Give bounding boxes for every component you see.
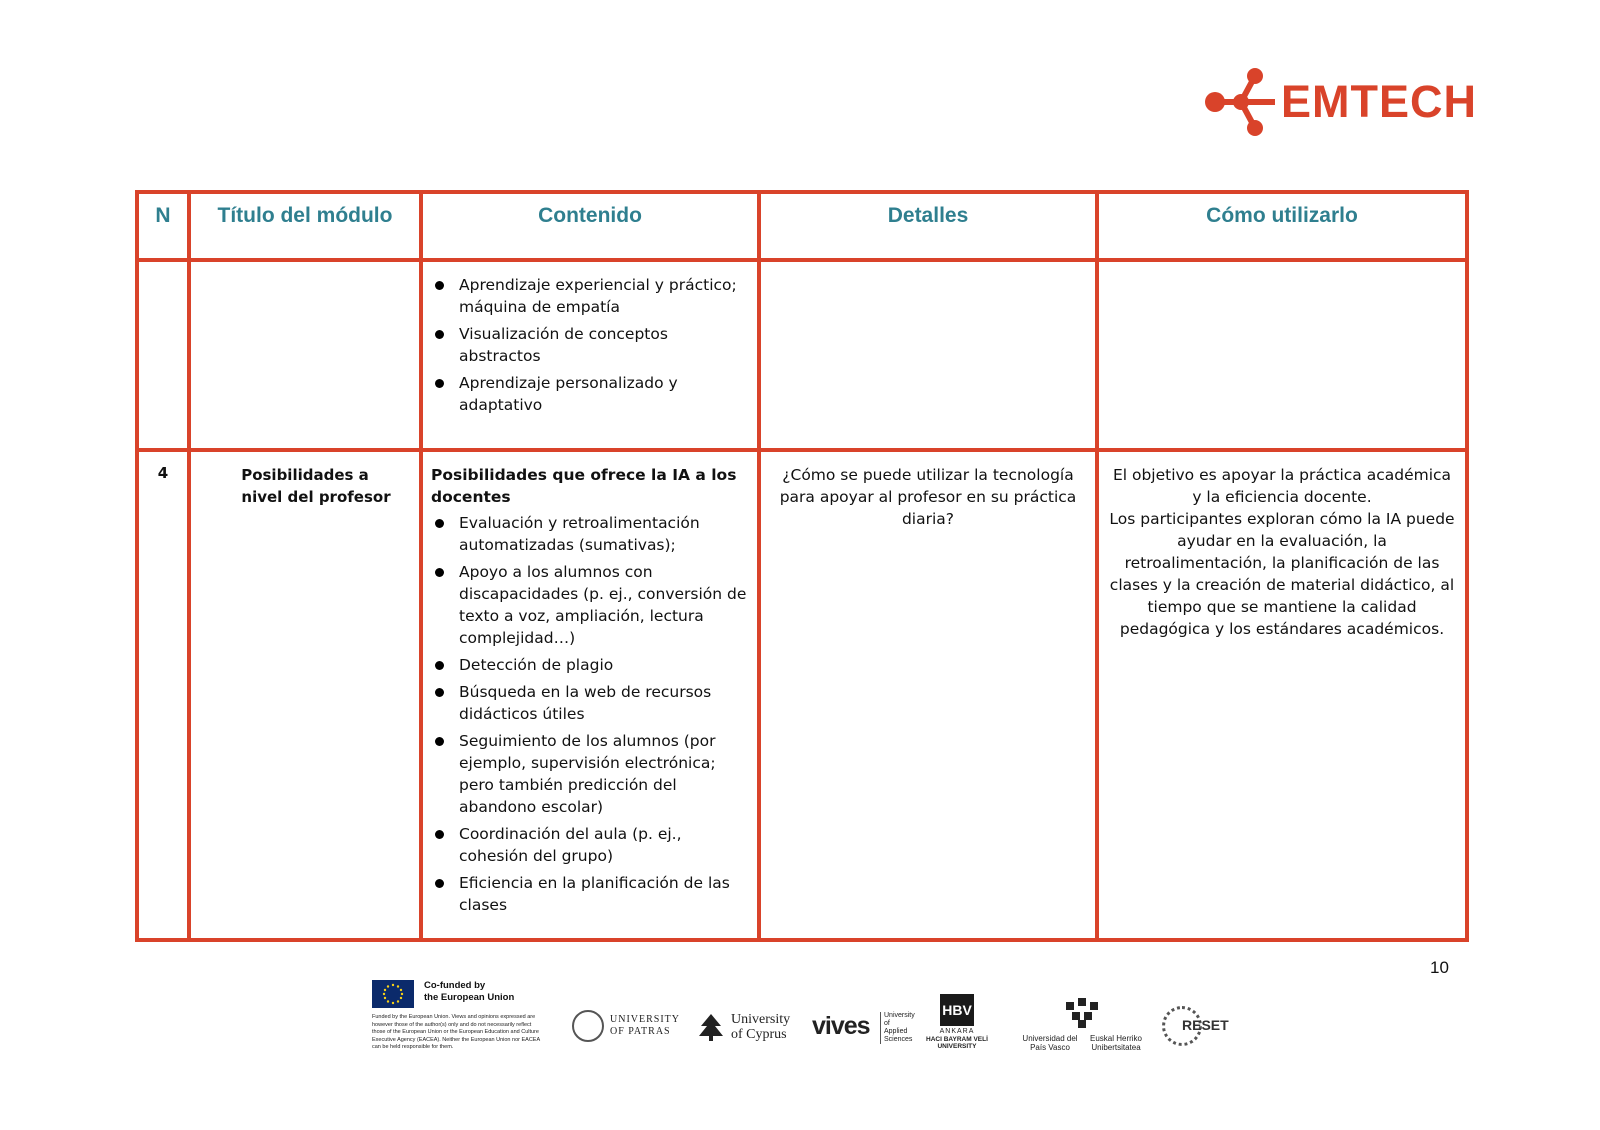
module-title-line: nivel del profesor bbox=[241, 488, 391, 506]
how-to-use-cell bbox=[1097, 450, 1467, 940]
list-item: Apoyo a los alumnos con discapacidades (p. ej., conversión de texto a voz, ampliación, lectura complejidad…) bbox=[431, 561, 749, 649]
footer-logos bbox=[372, 980, 1252, 1090]
table-header-row bbox=[137, 192, 1467, 260]
module-title-cell bbox=[189, 450, 421, 940]
header-details: Detalles bbox=[759, 192, 1097, 260]
module-table bbox=[135, 190, 1469, 942]
list-item: Seguimiento de los alumnos (por ejemplo, supervisión electrónica; pero también predicción del abandono escolar) bbox=[431, 730, 749, 818]
ehu-mark-icon bbox=[1062, 998, 1102, 1028]
how-to-use-text: Los participantes exploran cómo la IA puede ayudar en la evaluación, la retroalimentación, la planificación de las clases y la creación de material didáctico, al tiempo que se mantiene la calidad pedagógica y los estándares académicos. bbox=[1109, 510, 1455, 638]
row-number-cell bbox=[137, 260, 189, 450]
university-of-patras-logo: UNIVERSITY OF PATRAS bbox=[572, 1010, 677, 1044]
content-list bbox=[431, 512, 749, 916]
eu-disclaimer: Funded by the European Union. Views and opinions expressed are however those of the author(s) only and do not necessarily reflect those of the European Union or the European Education and Culture Executive Agency (EACEA). Neither the European Union nor EACEA can be held responsible for them. bbox=[372, 1014, 540, 1050]
list-item: Eficiencia en la planificación de las clases bbox=[431, 872, 749, 916]
university-of-cyprus-logo: University of Cyprus bbox=[697, 1012, 797, 1046]
how-to-use-text: El objetivo es apoyar la práctica académica y la eficiencia docente. bbox=[1112, 466, 1452, 506]
header-how-to-use: Cómo utilizarlo bbox=[1097, 192, 1467, 260]
emtech-molecule-icon bbox=[1203, 66, 1279, 138]
list-item: Coordinación del aula (p. ej., cohesión del grupo) bbox=[431, 823, 749, 867]
module-table-container bbox=[135, 190, 1465, 942]
patras-seal-icon bbox=[572, 1010, 604, 1042]
list-item: Evaluación y retroalimentación automatizadas (sumativas); bbox=[431, 512, 749, 556]
list-item: Aprendizaje personalizado y adaptativo bbox=[431, 372, 749, 416]
content-heading: Posibilidades que ofrece la IA a los docentes bbox=[431, 466, 737, 506]
module-title-cell bbox=[189, 260, 421, 450]
haci-bayram-veli-logo: HBV ANKARA HACI BAYRAM VELİ UNIVERSITY bbox=[917, 994, 997, 1054]
table-row bbox=[137, 450, 1467, 940]
content-list bbox=[431, 274, 749, 416]
reset-logo: RESET bbox=[1162, 1006, 1252, 1052]
list-item: Búsqueda en la web de recursos didácticos útiles bbox=[431, 681, 749, 725]
eu-flag-icon bbox=[372, 980, 414, 1008]
upv-ehu-logo: Universidad del País Vasco Euskal Herriko Unibertsitatea bbox=[1020, 998, 1150, 1058]
details-cell bbox=[759, 260, 1097, 450]
cyprus-tree-icon bbox=[697, 1012, 725, 1042]
list-item: Detección de plagio bbox=[431, 654, 749, 676]
eu-cofunded-label: Co-funded by the European Union bbox=[424, 980, 515, 1003]
row-number-cell bbox=[137, 450, 189, 940]
header-content: Contenido bbox=[421, 192, 759, 260]
content-cell bbox=[421, 450, 759, 940]
list-item: Visualización de conceptos abstractos bbox=[431, 323, 749, 367]
page-number: 10 bbox=[1430, 958, 1449, 977]
row-number: 4 bbox=[157, 464, 169, 482]
details-text: ¿Cómo se puede utilizar la tecnología para apoyar al profesor en su práctica diaria? bbox=[779, 466, 1077, 528]
module-title-line: Posibilidades a bbox=[241, 466, 369, 484]
emtech-wordmark: EMTECH bbox=[1281, 76, 1477, 127]
table-row bbox=[137, 260, 1467, 450]
content-cell bbox=[421, 260, 759, 450]
how-to-use-cell bbox=[1097, 260, 1467, 450]
vives-logo: vives University of Applied Sciences bbox=[812, 1012, 915, 1043]
header-n: N bbox=[137, 192, 189, 260]
list-item: Aprendizaje experiencial y práctico; máquina de empatía bbox=[431, 274, 749, 318]
emtech-logo bbox=[1203, 66, 1477, 138]
header-title: Título del módulo bbox=[189, 192, 421, 260]
details-cell bbox=[759, 450, 1097, 940]
